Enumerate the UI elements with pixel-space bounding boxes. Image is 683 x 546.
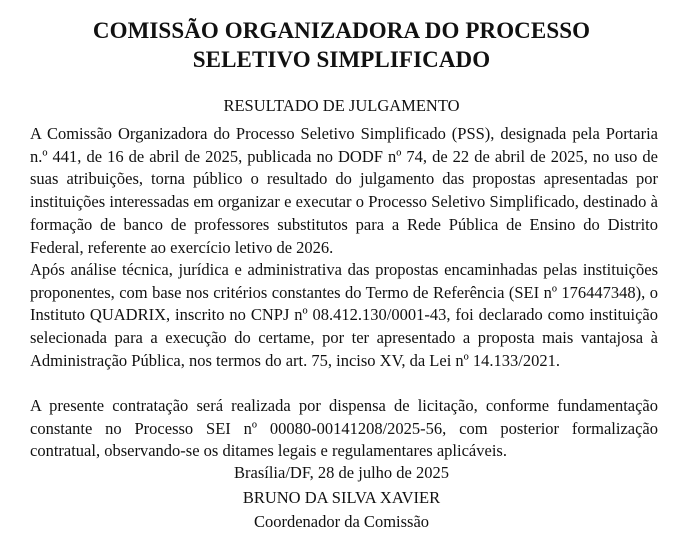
signature-role: Coordenador da Comissão xyxy=(253,512,430,531)
paragraph-contracting: A presente contratação será realizada por dispensa de licitação, conforme fundamentação constante no Processo SEI nº 00080-00141208/2025-56, com posterior formalização contratual, observando-se os ditames legais e regulamentares aplicáveis. xyxy=(30,396,658,461)
signature-name: BRUNO DA SILVA XAVIER xyxy=(242,488,441,507)
document-title-line-1: COMISSÃO ORGANIZADORA DO PROCESSO xyxy=(92,18,591,43)
document-subtitle: RESULTADO DE JULGAMENTO xyxy=(223,96,460,115)
paragraph-intro: A Comissão Organizadora do Processo Seletivo Simplificado (PSS), designada pela Portaria n.º 441, de 16 de abril de 2025, publicada no DODF nº 74, de 22 de abril de 2025, no uso de suas atribuições, torna público o resultado do julgamento das propostas apresentadas por instituições interessadas em organizar e executar o Processo Seletivo Simplificado, destinado à formação de banco de professores substitutos para a Rede Pública de Ensino do Distrito Federal, referente ao exercício letivo de 2026. xyxy=(30,124,658,257)
paragraph-analysis: Após análise técnica, jurídica e administrativa das propostas encaminhadas pelas instituições proponentes, com base nos critérios constantes do Termo de Referência (SEI nº 176447348), o Instituto QUADRIX, inscrito no CNPJ nº 08.412.130/0001-43, foi declarado como instituição selecionada para a execução do certame, por ter apresentado a proposta mais vantajosa à Administração Pública, nos termos do art. 75, inciso XV, da Lei nº 14.133/2021. xyxy=(30,260,658,370)
document-title-line-2: SELETIVO SIMPLIFICADO xyxy=(192,47,491,72)
signature-date: Brasília/DF, 28 de julho de 2025 xyxy=(234,463,449,482)
